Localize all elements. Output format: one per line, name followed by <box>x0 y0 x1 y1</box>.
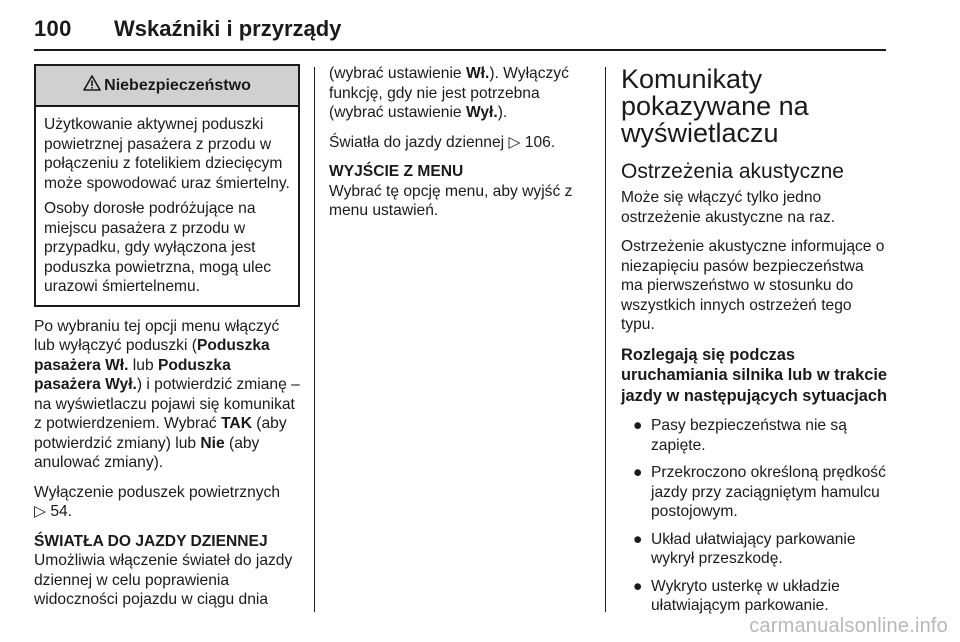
page-reference-arrow-icon: ▷ <box>508 133 521 151</box>
reference-text: Światła do jazdy dziennej <box>329 133 505 151</box>
exit-menu-heading: WYJŚCIE Z MENU <box>329 163 464 180</box>
text-run: lub <box>128 356 158 374</box>
list-item-text: Wykryto usterkę w układzie ułatwiającym parkowanie. <box>651 577 840 614</box>
text-run: Po wybraniu tej opcji menu włączyć lub wyłączyć poduszki ( <box>34 317 280 354</box>
exit-menu-paragraph: Wybrać tę opcję menu, aby wyjść z menu ustawień. <box>329 182 573 219</box>
page-number: 100 <box>34 16 72 41</box>
column-1 <box>34 64 300 620</box>
airbag-instruction-paragraph <box>34 317 300 473</box>
text-run: (wybrać ustawienie <box>329 65 466 82</box>
list-item <box>621 463 887 522</box>
list-item-text: Układ ułatwiający parkowanie wykrył przeszkodę. <box>651 530 856 567</box>
danger-warning-box <box>34 64 300 307</box>
drl-reference <box>329 133 591 153</box>
drl-continued-paragraph <box>329 64 591 123</box>
warning-paragraph-1: Użytkowanie aktywnej poduszki powietrznej pasażera z przodu w połączeniu z fotelikiem dziecięcym może spowodować uraz śmiertelny. <box>44 116 290 192</box>
subsection-title: Ostrzeżenia akustyczne <box>621 160 844 183</box>
column-2 <box>329 64 591 231</box>
chapter-title: Wskaźniki i przyrządy <box>114 16 342 41</box>
warning-title: Niebezpieczeństwo <box>104 76 251 94</box>
page-reference-number[interactable]: 106. <box>524 133 556 151</box>
text-run: ). Wyłączyć funkcję, gdy nie jest potrzebna (wybrać ustawienie <box>329 65 569 121</box>
column-divider-1 <box>314 67 315 612</box>
section-title-line: wyświetlaczu <box>621 118 779 148</box>
watermark: carmanualsonline.info <box>749 615 948 637</box>
list-item-text: Pasy bezpieczeństwa nie są zapięte. <box>651 417 847 454</box>
option-no: Nie <box>200 434 225 452</box>
warning-header <box>36 66 298 107</box>
page-header <box>34 16 886 48</box>
header-rule <box>34 49 886 51</box>
list-item-text: Przekroczono określoną prędkość jazdy przy zaciągniętym hamulcu postojowym. <box>651 464 886 520</box>
page-reference-number[interactable]: 54. <box>50 503 73 520</box>
situations-heading: Rozlegają się podczas uruchamiania silnika lub w trakcie jazdy w następujących sytuacjach <box>621 345 888 405</box>
column-3 <box>621 66 887 624</box>
bullet-dot-icon: ● <box>633 530 643 548</box>
list-item <box>621 530 887 569</box>
text-run: (aby anulować zmiany). <box>34 434 260 471</box>
acoustic-paragraph-1: Może się włączyć tylko jedno ostrzeżenie akustyczne na raz. <box>621 189 836 226</box>
option-on: Wł. <box>465 65 490 82</box>
bullet-dot-icon: ● <box>633 464 643 481</box>
option-off: Wył. <box>465 104 498 121</box>
bullet-dot-icon: ● <box>633 577 643 595</box>
warning-paragraph-2: Osoby dorosłe podróżujące na miejscu pasażera z przodu w przypadku, gdy wyłączona jest poduszka powietrzna, mogą ulec urazowi śmiertelnemu. <box>44 200 272 295</box>
text-run: (aby potwierdzić zmiany) lub <box>34 415 287 452</box>
acoustic-paragraph-2: Ostrzeżenie akustyczne informujące o niezapięciu pasów bezpieczeństwa ma pierwszeństwo w stosunku do wszystkich innych ostrzeżeń tego typu. <box>621 238 885 333</box>
situations-list <box>621 416 887 616</box>
text-run: ) i potwierdzić zmianę – na wyświetlaczu pojawi się komunikat z potwierdzeniem. Wybrać <box>34 376 300 432</box>
option-yes: TAK <box>221 415 252 432</box>
section-title-line: pokazywane na <box>621 91 809 121</box>
column-divider-2 <box>605 67 606 612</box>
drl-paragraph: Umożliwia włączenie świateł do jazdy dziennej w celu poprawienia widoczności pojazdu w ciągu dnia <box>34 552 293 608</box>
section-title <box>621 66 887 147</box>
list-item <box>621 416 887 455</box>
drl-heading: ŚWIATŁA DO JAZDY DZIENNEJ <box>34 532 268 550</box>
warning-triangle-icon <box>83 75 101 97</box>
bullet-dot-icon: ● <box>633 417 643 434</box>
option-airbag-off: Poduszka pasażera Wył. <box>34 356 231 393</box>
list-item <box>621 577 887 616</box>
section-title-line: Komunikaty <box>621 64 763 94</box>
reference-text: Wyłączenie poduszek powietrznych <box>34 483 281 501</box>
page-reference-arrow-icon: ▷ <box>34 503 46 520</box>
airbag-deactivation-reference <box>34 483 300 522</box>
text-run: ). <box>497 104 508 121</box>
warning-body <box>36 107 298 305</box>
option-airbag-on: Poduszka pasażera Wł. <box>34 337 270 374</box>
